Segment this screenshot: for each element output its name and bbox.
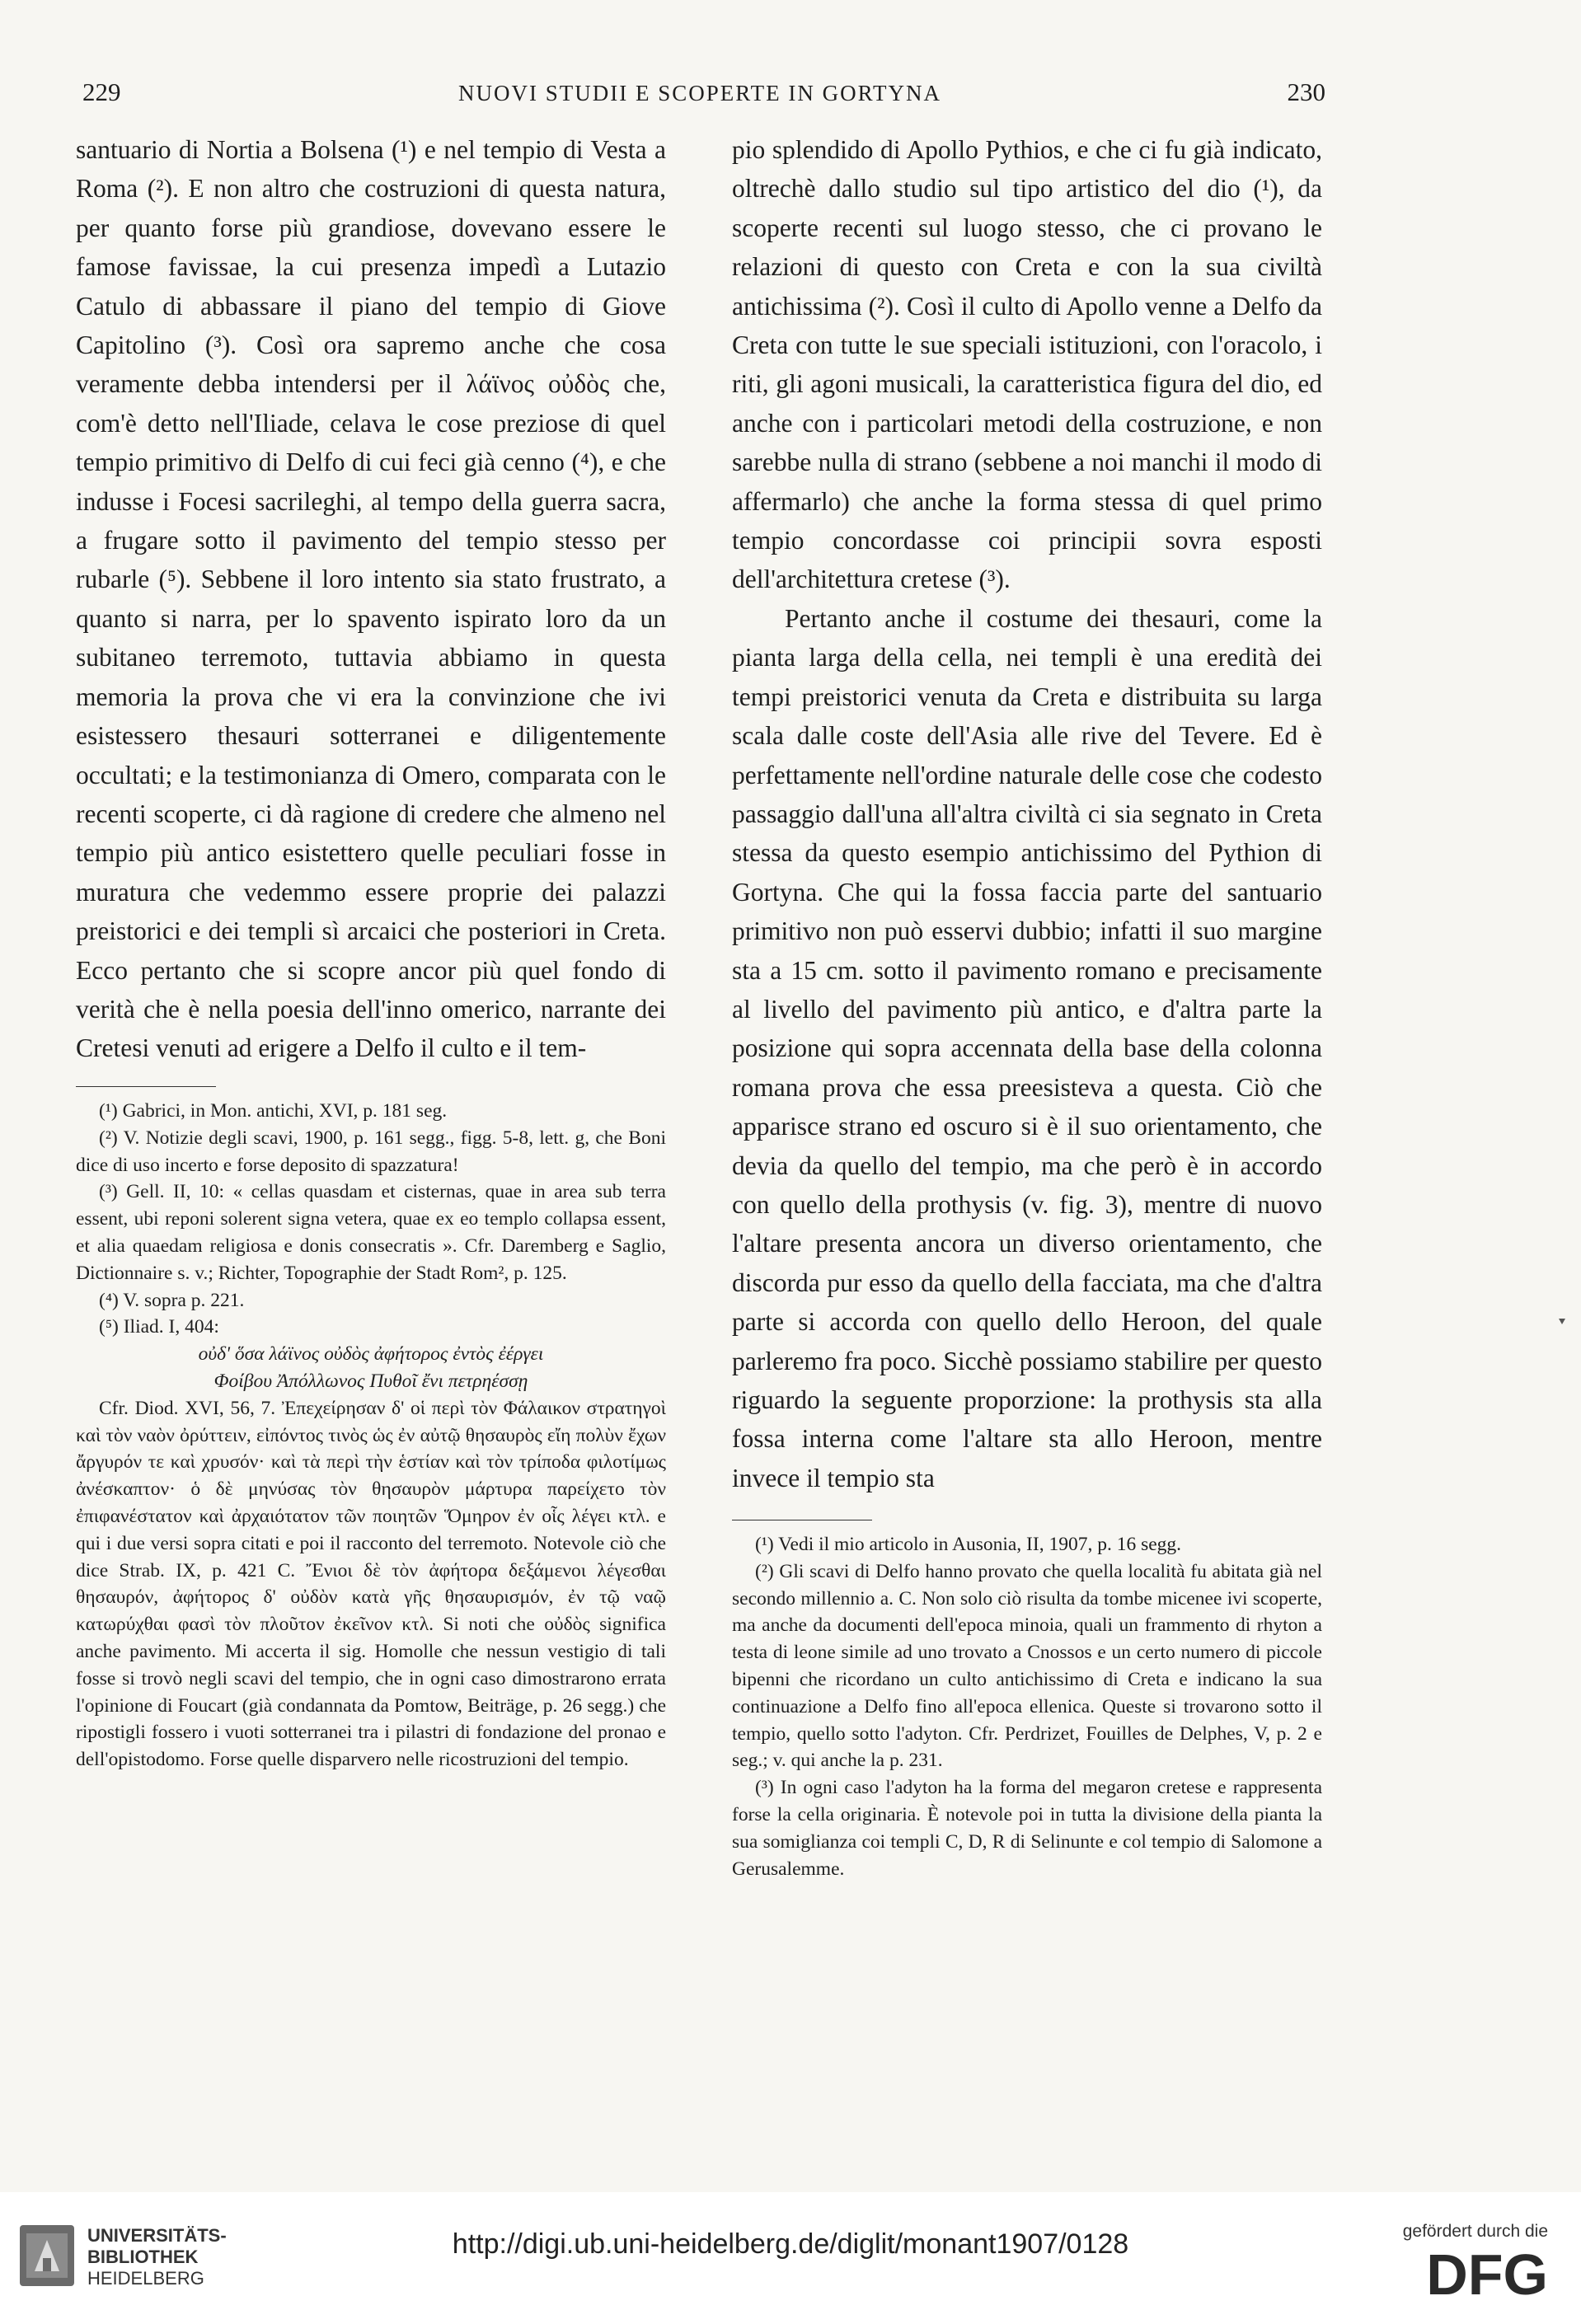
footnote: (³) In ogni caso l'adyton ha la forma del megaron cretese e rappresenta forse la cella originaria. È notevole poi in tutta la divisione della pianta la sua somiglianza coi templi C, D, R di Selinunte e col tempio di Salomone a Gerusalemme. [732,1777,1322,1880]
footnote: (⁵) Iliad. I, 404: [99,1316,219,1338]
footnote: (²) Gli scavi di Delfo hanno provato che quella località fu abitata già nel secondo millennio a. C. Non solo ciò risulta da tombe micenee ivi scoperte, ma anche da documenti dell'epoca minoia, quali un frammento di rhyton a testa di leone simile ad uno trovato a Cnossos e un certo numero di piccole bipenni che ricordano un culto antichissimo di Creta e indicano la sua continuazione a Delfo fino all'epoca ellenica. Queste si trovarono sotto il tempio, quello sotto l'adyton. Cfr. Perdrizet, Fouilles de Delphes, V, p. 2 e seg.; v. qui anche la p. 231. [732,1560,1322,1772]
running-header [74,77,1325,110]
right-page-number: 230 [1287,77,1325,106]
left-page-number: 229 [82,77,121,106]
digitization-footer [0,2192,1581,2324]
left-column-body [76,130,666,1061]
svg-text:DFG: DFG [1426,2247,1548,2299]
permalink-url[interactable]: http://digi.ub.uni-heidelberg.de/diglit/monant1907/0128 [452,2228,1129,2260]
right-paragraph: pio splendido di Apollo Pythios, e che ci fu già indicato, oltrechè dallo studio sul tipo artistico del dio (¹), da scoperte recenti sul luogo stesso, che ci provano le relazioni di questo con Creta e con la sua civiltà antichissima (²). Così il culto di Apollo venne a Delfo da Creta con tutte le sue speciali istituzioni, con l'oracolo, i riti, gli agoni musicali, la caratteristica figura del dio, ed anche con i particolari metodi della costruzione, e non sarebbe nulla di strano (sebbene a noi manchi il modo di affermarlo) che anche la forma stessa di quel primo tempio concordasse coi principii sovra esposti dell'architettura cretese (³). [732,135,1322,594]
footnote: (¹) Gabrici, in Mon. antichi, XVI, p. 181 seg. [99,1100,448,1122]
footnote-rule-left [76,1086,216,1087]
right-paragraph: Pertanto anche il costume dei thesauri, come la pianta larga della cella, nei templi è una eredità dei tempi preistorici venuta da Creta e distribuita su larga scala dalle coste dell'Asia alle rive del Tevere. Ed è perfettamente nell'ordine naturale delle cose che codesto passaggio dall'una all'altra civiltà ci sia segnato in Creta stessa da questo esempio antichissimo del Pythion di Gortyna. Che qui la fossa faccia parte del santuario primitivo non può esservi dubbio; infatti il suo margine sta a 15 cm. sotto il pavimento romano e precisamente al livello del pavimento più antico, e d'altra parte la posizione qui sopra accennata della base della colonna romana prova che essa preesisteva a questa. Ciò che apparisce strano ed oscuro si è il suo orientamento, che devia da quello del tempio, ma che però è in accordo con quello della prothysis (v. fig. 3), mentre di nuovo l'altare presenta ancora un diverso orientamento, che discorda pur esso da quello della facciata, ma che d'altra parte si accorda con quello dello Heroon, del quale parleremo fra poco. Sicchè possiamo stabilire per questo riguardo la seguente proporzione: la prothysis sta alla fossa interna come l'altare sta allo Heroon, mentre invece il tempio sta [732,603,1322,1492]
footnote: (³) Gell. II, 10: « cellas quasdam et cisternas, quae in area sub terra essent, ubi reponi solerent signa vetera, quae ex eo templo collapsa essent, et alia quaedam religiosa e donis consecratis ». Cfr. Daremberg e Saglio, Dictionnaire s. v.; Richter, Topographie der Stadt Rom², p. 125. [76,1181,666,1284]
right-column-body [732,130,1322,1506]
left-paragraph: santuario di Nortia a Bolsena (¹) e nel tempio di Vesta a Roma (²). E non altro che costruzioni di questa natura, per quanto forse più grandiose, dovevano essere le famose favissae, la cui presenza impedì a Lutazio Catulo di abbassare il piano del tempio di Giove Capitolino (³). Così ora sapremo anche che cosa veramente debba intendersi per il λάϊνος οὐδὸς che, com'è detto nell'Iliade, celava le cose preziose di quel tempio primitivo di Delfo di cui feci già cenno (⁴), e che indusse i Focesi sacrileghi, al tempo della guerra sacra, a frugare sotto il pavimento del tempio stesso per rubarle (⁵). Sebbene il loro intento sia stato frustrato, a quanto si narra, per lo spavento ispirato loro da un subitaneo terremoto, tuttavia abbiamo in questa memoria la prova che vi era la convinzione che ivi esistessero thesauri sotterranei e diligentemente occultati; e la testimonianza di Omero, comparata con le recenti scoperte, ci dà ragione di credere che almeno nel tempio più antico esistettero quelle peculiari fosse in muratura che vedemmo essere proprie dei palazzi preistorici e dei templi sì arcaici che posteriori in Creta. Ecco pertanto che si scopre ancor più quel fondo di verità che è nella poesia dell'inno omerico, narrante dei Cretesi venuti ad erigere a Delfo il culto e il tem- [76,135,666,1063]
left-column-footnotes [76,1098,666,1955]
running-title: NUOVI STUDII E SCOPERTE IN GORTYNA [458,81,941,105]
right-column-footnotes [732,1531,1322,1960]
triangle-marker-icon [1558,1317,1566,1325]
verse-line: οὐδ' ὅσα λάϊνος οὐδὸς ἀφήτορος ἐντὸς ἐέργει [198,1343,544,1366]
verse-line: Φοίβου Ἀπόλλωνος Πυθοῖ ἔνι πετρηέσσῃ [213,1370,528,1392]
footnote: (¹) Vedi il mio articolo in Ausonia, II, 1907, p. 16 segg. [755,1534,1182,1555]
footnote: (²) V. Notizie degli scavi, 1900, p. 161 segg., figg. 5-8, lett. g, che Boni dice di uso incerto e forse deposito di spazzatura! [76,1127,666,1176]
footnote: (⁴) V. sopra p. 221. [99,1289,245,1311]
funded-by-label: gefördert durch die [1402,2222,1548,2241]
footnote-continuation: Cfr. Diod. XVI, 56, 7. Ἐπεχείρησαν δ' οἱ περὶ τὸν Φάλαικον στρατηγοὶ καὶ τὸν ναὸν ὀρύττειν, εἰπόντος τινὸς ὡς ἐν αὐτῷ θησαυρὸς εἴη πολὺν ἔχων ἄργυρόν τε καὶ χρυσόν· καὶ τὰ περὶ τὴν ἑστίαν καὶ τὸν τρίποδα φιλοτίμως ἀνέσκαπτον· ὁ δὲ μηνύσας τὸν θησαυρὸν μάρτυρα παρείχετο τὸν ἐπιφανέστατον καὶ ἀρχαιότατον τῶν ποιητῶν Ὅμηρον ἐν οἷς λέγει κτλ. e qui i due versi sopra citati e poi il racconto del terremoto. Notevole ciò che dice Strab. IX, p. 421 C. Ἔνιοι δὲ τὸν ἀφήτορα δεξάμενοι λέγεσθαι θησαυρόν, ἀφήτορος δ' οὐδὸν κατὰ γῆς θησαυρισμόν, ἐν τῷ ναῷ κατωρύχθαι φασὶ τὸν πλοῦτον ἐκεῖνον κτλ. Si noti che οὐδὸς significa anche pavimento. Mi accerta il sig. Homolle che nessun vestigio di tali fosse si trovò negli scavi del tempio, che in ogni caso dimostrarono errata l'opinione di Foucart (già condannata da Pomtow, Beiträge, p. 26 segg.) che ripostigli fossero i vuoti sotterranei tra i pilastri di fondazione del pronao e dell'opistodomo. Forse quelle disparvero nelle ricostruzioni del tempio. [76,1397,666,1771]
dfg-logo-icon [1400,2247,1548,2299]
institution-name: UNIVERSITÄTS- BIBLIOTHEK HEIDELBERG [87,2225,227,2289]
